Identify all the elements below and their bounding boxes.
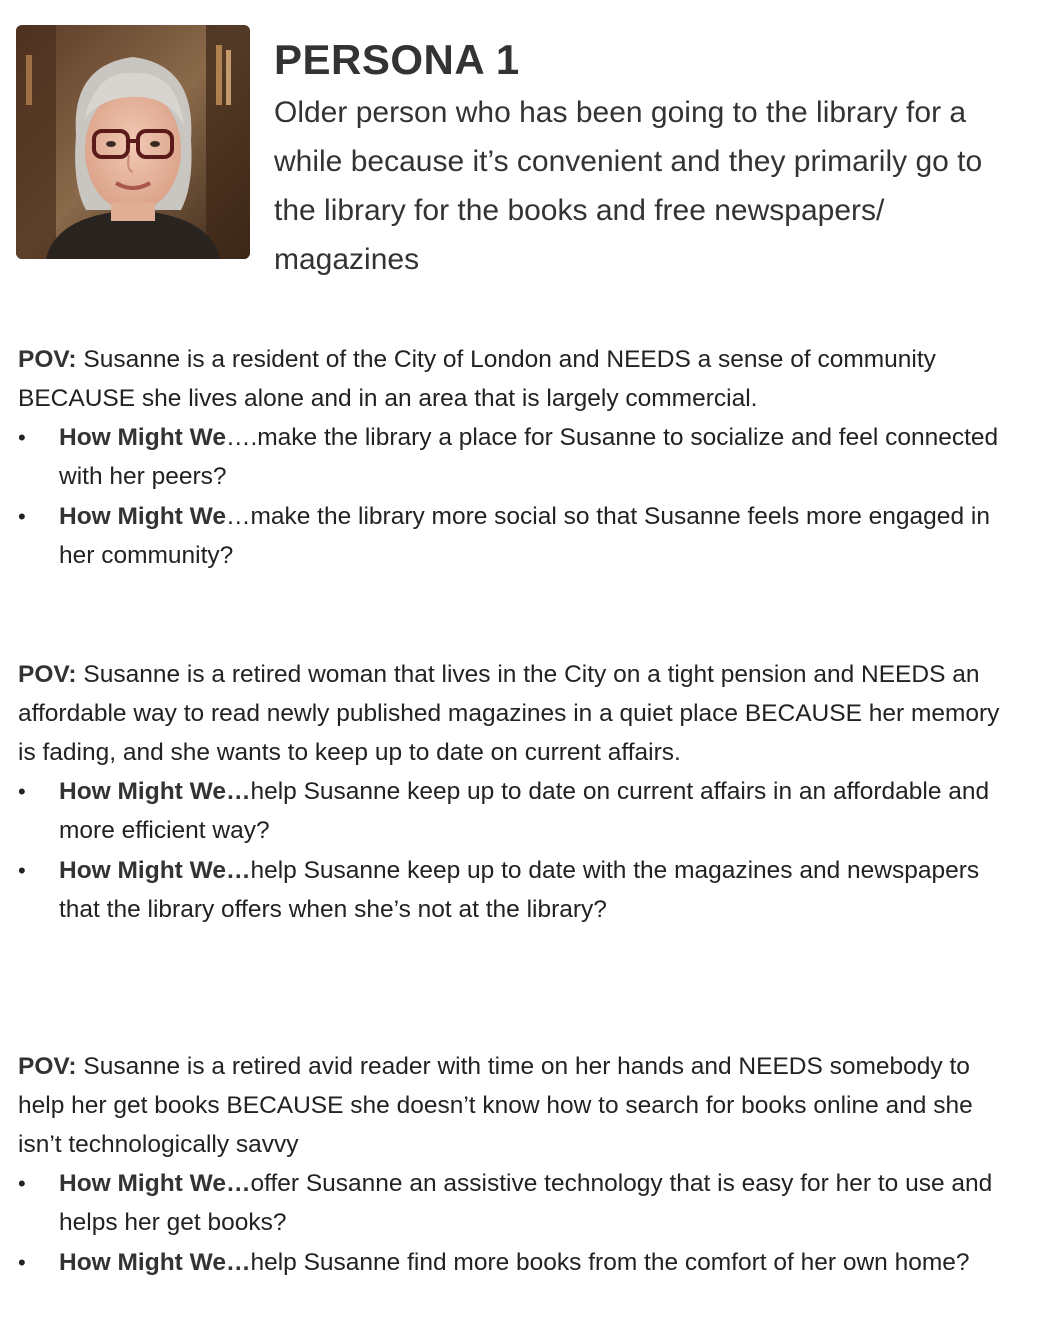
persona-title: PERSONA 1 — [274, 36, 520, 83]
hmw-label: How Might We… — [59, 1170, 251, 1197]
hmw-item — [18, 1243, 1018, 1282]
pov-section — [18, 655, 1018, 929]
hmw-list — [18, 418, 1018, 575]
hmw-item — [18, 497, 1018, 575]
hmw-text: help Susanne keep up to date with the magazines and newspapers that the library offers when she’s not at the library? — [59, 857, 980, 923]
bullet-icon: • — [18, 858, 26, 883]
hmw-text: help Susanne keep up to date on current affairs in an affordable and more efficient way? — [59, 778, 990, 844]
bullet-icon: • — [18, 425, 26, 450]
hmw-list — [18, 772, 1018, 929]
hmw-label: How Might We — [59, 424, 226, 451]
pov-text: Susanne is a retired avid reader with time on her hands and NEEDS somebody to help her get books BECAUSE she doesn’t know how to search for books online and she isn’t technologically savvy — [18, 1053, 973, 1158]
pov-text: Susanne is a retired woman that lives in the City on a tight pension and NEEDS an affordable way to read newly published magazines in a quiet place BECAUSE her memory is fading, and she wants to keep up to date on current affairs. — [18, 661, 1000, 766]
pov-label: POV: — [18, 346, 77, 373]
bullet-icon: • — [18, 504, 26, 529]
hmw-text: …make the library more social so that Susanne feels more engaged in her community? — [59, 503, 990, 569]
bullet-icon: • — [18, 1250, 26, 1275]
hmw-item — [18, 1164, 1018, 1242]
pov-label: POV: — [18, 661, 77, 688]
pov-statement — [18, 340, 1018, 418]
hmw-label: How Might We… — [59, 1249, 251, 1276]
hmw-label: How Might We — [59, 503, 226, 530]
persona-avatar — [16, 25, 250, 259]
hmw-label: How Might We… — [59, 857, 251, 884]
hmw-text: ….make the library a place for Susanne to socialize and feel connected with her peers? — [59, 424, 999, 490]
hmw-list — [18, 1164, 1018, 1282]
hmw-item — [18, 851, 1018, 929]
pov-section — [18, 340, 1018, 575]
persona-description: Older person who has been going to the library for a while because it’s convenient and they primarily go to the library for the books and free newspapers/ magazines — [274, 96, 983, 276]
bullet-icon: • — [18, 779, 26, 804]
pov-statement — [18, 655, 1018, 772]
pov-statement — [18, 1047, 1018, 1164]
hmw-label: How Might We… — [59, 778, 251, 805]
bullet-icon: • — [18, 1171, 26, 1196]
pov-label: POV: — [18, 1053, 77, 1080]
hmw-item — [18, 772, 1018, 850]
pov-section — [18, 1047, 1018, 1282]
pov-text: Susanne is a resident of the City of London and NEEDS a sense of community BECAUSE she lives alone and in an area that is largely commercial. — [18, 346, 936, 412]
hmw-text: offer Susanne an assistive technology that is easy for her to use and helps her get books? — [59, 1170, 993, 1236]
persona-photo-icon — [16, 25, 250, 259]
hmw-item — [18, 418, 1018, 496]
hmw-text: help Susanne find more books from the comfort of her own home? — [250, 1249, 970, 1276]
